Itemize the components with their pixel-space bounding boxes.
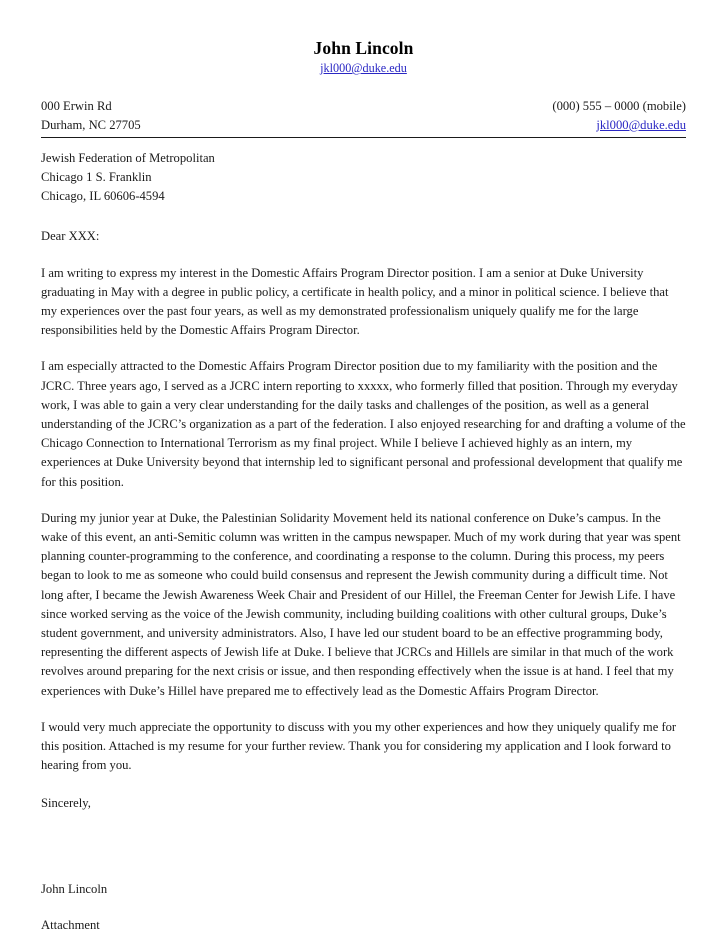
sender-phone: (000) 555 – 0000 (mobile) (552, 98, 686, 113)
horizontal-divider (41, 137, 686, 138)
letterhead-email (41, 61, 686, 76)
page-title: John Lincoln (313, 38, 414, 58)
attachment-note: Attachment (41, 917, 100, 932)
salutation: Dear XXX: (41, 229, 100, 244)
letter-content (41, 0, 686, 935)
body-paragraph: I would very much appreciate the opportunity to discuss with you my other experiences and how they uniquely qualify me for this position. Attached is my resume for your further review. Thank you for considering my application and I look forward to hearing from you. (41, 719, 677, 773)
body-paragraph: I am especially attracted to the Domestic Affairs Program Director position due to my familiarity with the position and the JCRC. Three years ago, I served as a JCRC intern reporting to xxxxx, who formerly filled that position. Through my everyday work, I was able to gain a very clear understanding for the daily tasks and challenges of the position, as well as a general understanding of the JCRC’s organization as a part of the federation. I also enjoyed researching for and drafting a volume of the Chicago Connection to International Terrorism as my final project. While I believe I achieved highly as an intern, my experiences at Duke University beyond that internship led to significant personal and professional development that qualify me for this position. (41, 359, 686, 489)
contact-row (41, 97, 686, 135)
letterhead (41, 0, 686, 76)
sender-contact-block (552, 97, 686, 135)
body-paragraph: During my junior year at Duke, the Palestinian Solidarity Movement held its national conference on Duke’s campus. In the wake of this event, an anti-Semitic column was written in the campus newspaper. Much of my work during that year was spent planning counter-programming to the conference, and coordinating a response to the column. During this process, my peers began to look to me as someone who could build consensus and represent the Jewish community during a difficult time. Not long after, I became the Jewish Awareness Week Chair and President of our Hillel, the Freeman Center for Jewish Life. I have since worked serving as the voice of the Jewish community, including building coalitions with other cultural groups, Duke’s student government, and university administrators. Also, I have led our student board to be an effective programming body, representing the different aspects of Jewish life at Duke. I believe that JCRCs and Hillels are similar in that much of the work revolves around preparing for the next crisis or issue, and then responding effectively when the issue is at hand. I feel that my experiences with Duke’s Hillel have prepared me to effectively lead as the Domestic Affairs Program Director. (41, 510, 681, 698)
sender-email-line (552, 116, 686, 135)
signature-name: John Lincoln (41, 881, 108, 896)
recipient-city-state-zip: Chicago, IL 60606-4594 (41, 189, 165, 204)
sender-city-state-zip: Durham, NC 27705 (41, 117, 141, 132)
contact-email-link[interactable]: jkl000@duke.edu (596, 117, 686, 132)
body-paragraph: I am writing to express my interest in the Domestic Affairs Program Director position. I am a senior at Duke University graduating in May with a degree in public policy, a certificate in health policy, and a minor in political science. I believe that my experiences over the past four years, as well as my demonstrated professionalism uniquely qualify me for the large responsibilities held by the Domestic Affairs Program Director. (41, 265, 669, 338)
sender-street: 000 Erwin Rd (41, 98, 112, 113)
recipient-address-line: Chicago 1 S. Franklin (41, 170, 152, 185)
header-email-link[interactable]: jkl000@duke.edu (320, 61, 407, 76)
recipient-address-block (41, 149, 686, 206)
sender-address-block (41, 97, 141, 135)
recipient-organization: Jewish Federation of Metropolitan (41, 151, 215, 166)
closing-salutation: Sincerely, (41, 796, 91, 811)
